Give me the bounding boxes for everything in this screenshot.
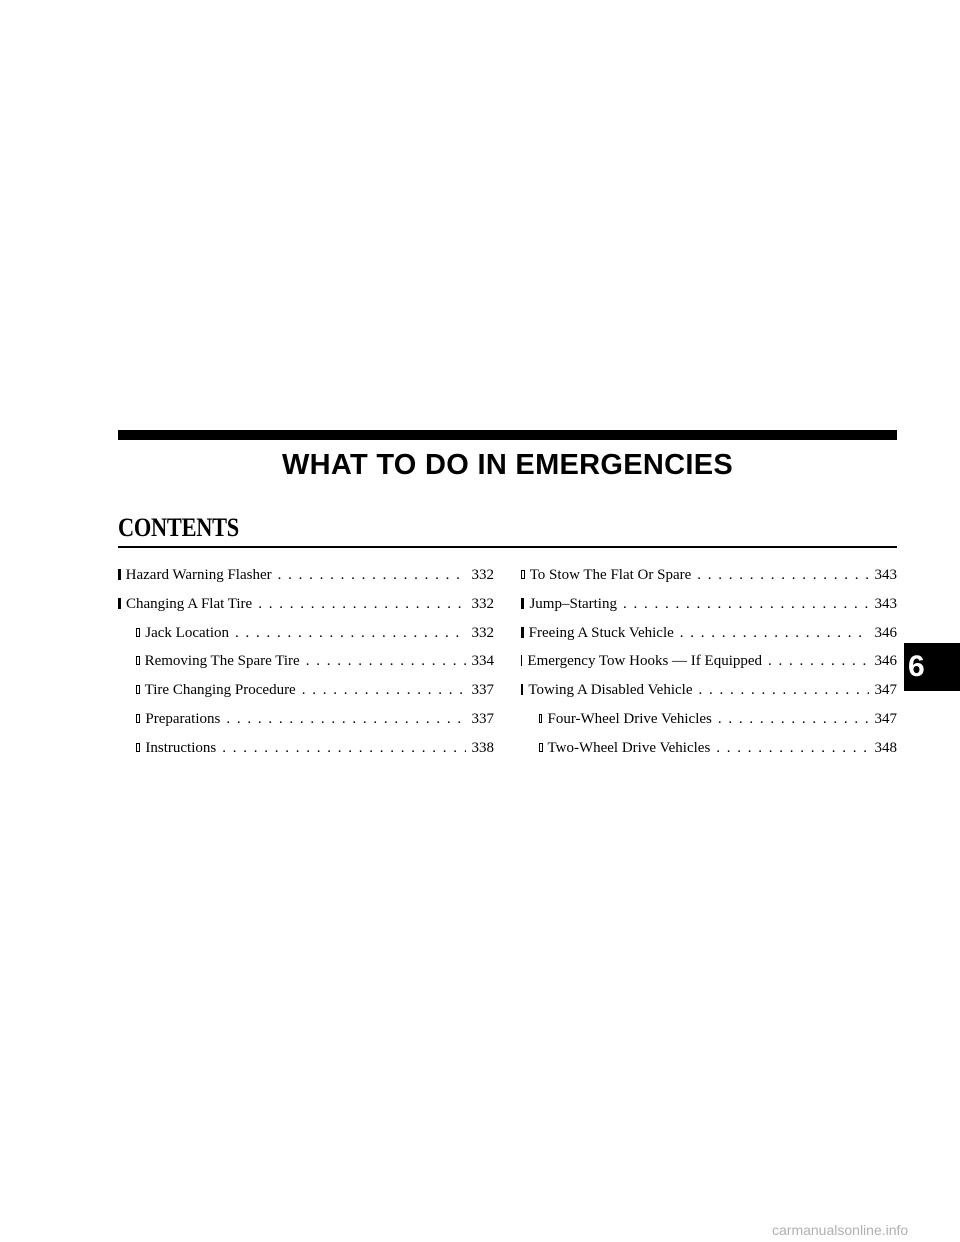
toc-entry-page: 337 (471, 710, 494, 727)
chapter-tab: 6 (904, 643, 960, 691)
toc-entry-page: 332 (471, 567, 494, 583)
toc-left-column (118, 567, 494, 769)
dot-leader (306, 653, 466, 670)
dot-leader (680, 625, 869, 642)
square-bullet-icon (521, 598, 524, 609)
hollow-square-bullet-icon (136, 628, 140, 637)
toc-entry-label: Tire Changing Procedure (144, 682, 296, 699)
contents-rule (118, 546, 897, 548)
toc-entry-label: Removing The Spare Tire (144, 653, 300, 670)
square-bullet-icon (521, 627, 524, 638)
toc-entry[interactable] (118, 596, 494, 620)
toc-entry-label: Towing A Disabled Vehicle (528, 682, 693, 699)
dot-leader (226, 711, 465, 728)
contents-heading: CONTENTS (118, 513, 239, 542)
toc-entry-label: Four-Wheel Drive Vehicles (547, 710, 712, 727)
chapter-top-rule (118, 430, 897, 440)
toc-entry-label: Hazard Warning Flasher (125, 567, 272, 583)
dot-leader (768, 653, 868, 670)
toc-entry[interactable] (521, 653, 897, 677)
chapter-title: WHAT TO DO IN EMERGENCIES (281, 449, 734, 481)
toc-entry-page: 343 (874, 595, 897, 612)
toc-entry[interactable] (521, 625, 897, 649)
toc-entry-label: Preparations (145, 710, 221, 727)
toc-entry-label: To Stow The Flat Or Spare (529, 567, 692, 583)
toc-subentry[interactable] (118, 711, 494, 735)
toc-entry-page: 343 (874, 567, 897, 583)
hollow-square-bullet-icon (539, 743, 543, 752)
toc-entry[interactable] (118, 567, 494, 591)
square-bullet-icon (118, 598, 121, 609)
dot-leader (697, 567, 868, 584)
toc-subentry[interactable] (118, 625, 494, 649)
toc-entry-page: 347 (874, 682, 897, 699)
hollow-square-bullet-icon (136, 656, 140, 665)
toc-entry-label: Jack Location (145, 624, 229, 641)
square-bullet-icon (521, 655, 522, 666)
toc-entry-page: 334 (471, 653, 494, 670)
toc-subentry[interactable] (118, 740, 494, 764)
dot-leader (278, 567, 466, 584)
toc-subentry[interactable] (521, 740, 897, 764)
dot-leader (302, 682, 466, 699)
dot-leader (235, 625, 466, 642)
dot-leader (623, 596, 869, 613)
square-bullet-icon (118, 569, 121, 580)
toc-entry-page: 347 (874, 710, 897, 727)
hollow-square-bullet-icon (539, 714, 542, 723)
toc-entry-page: 348 (874, 739, 897, 756)
hollow-square-bullet-icon (521, 570, 525, 579)
dot-leader (718, 711, 869, 728)
toc-right-column (521, 567, 897, 769)
toc-entry-label: Two-Wheel Drive Vehicles (547, 739, 711, 756)
dot-leader (716, 740, 868, 757)
toc-entry-page: 338 (471, 739, 494, 756)
toc-entry[interactable] (521, 596, 897, 620)
toc-entry-label: Emergency Tow Hooks — If Equipped (527, 653, 763, 670)
hollow-square-bullet-icon (136, 685, 140, 694)
toc-subentry[interactable] (521, 567, 897, 591)
dot-leader (222, 740, 465, 757)
toc-entry[interactable] (521, 682, 897, 706)
toc-entry-label: Freeing A Stuck Vehicle (528, 624, 674, 641)
toc-entry-label: Changing A Flat Tire (125, 595, 253, 612)
toc-entry-page: 346 (874, 624, 897, 641)
toc-entry-label: Instructions (145, 739, 217, 756)
toc-subentry[interactable] (118, 682, 494, 706)
toc-entry-label: Jump–Starting (529, 595, 617, 612)
watermark: carmanualsonline.info (772, 1222, 909, 1238)
toc-entry-page: 332 (471, 624, 494, 641)
hollow-square-bullet-icon (136, 714, 140, 723)
hollow-square-bullet-icon (136, 743, 140, 752)
toc-entry-page: 346 (874, 653, 897, 670)
dot-leader (698, 682, 868, 699)
square-bullet-icon (521, 684, 523, 695)
dot-leader (258, 596, 465, 613)
toc-entry-page: 332 (471, 595, 494, 612)
toc-subentry[interactable] (118, 653, 494, 677)
toc-subentry[interactable] (521, 711, 897, 735)
toc-entry-page: 337 (471, 682, 494, 699)
